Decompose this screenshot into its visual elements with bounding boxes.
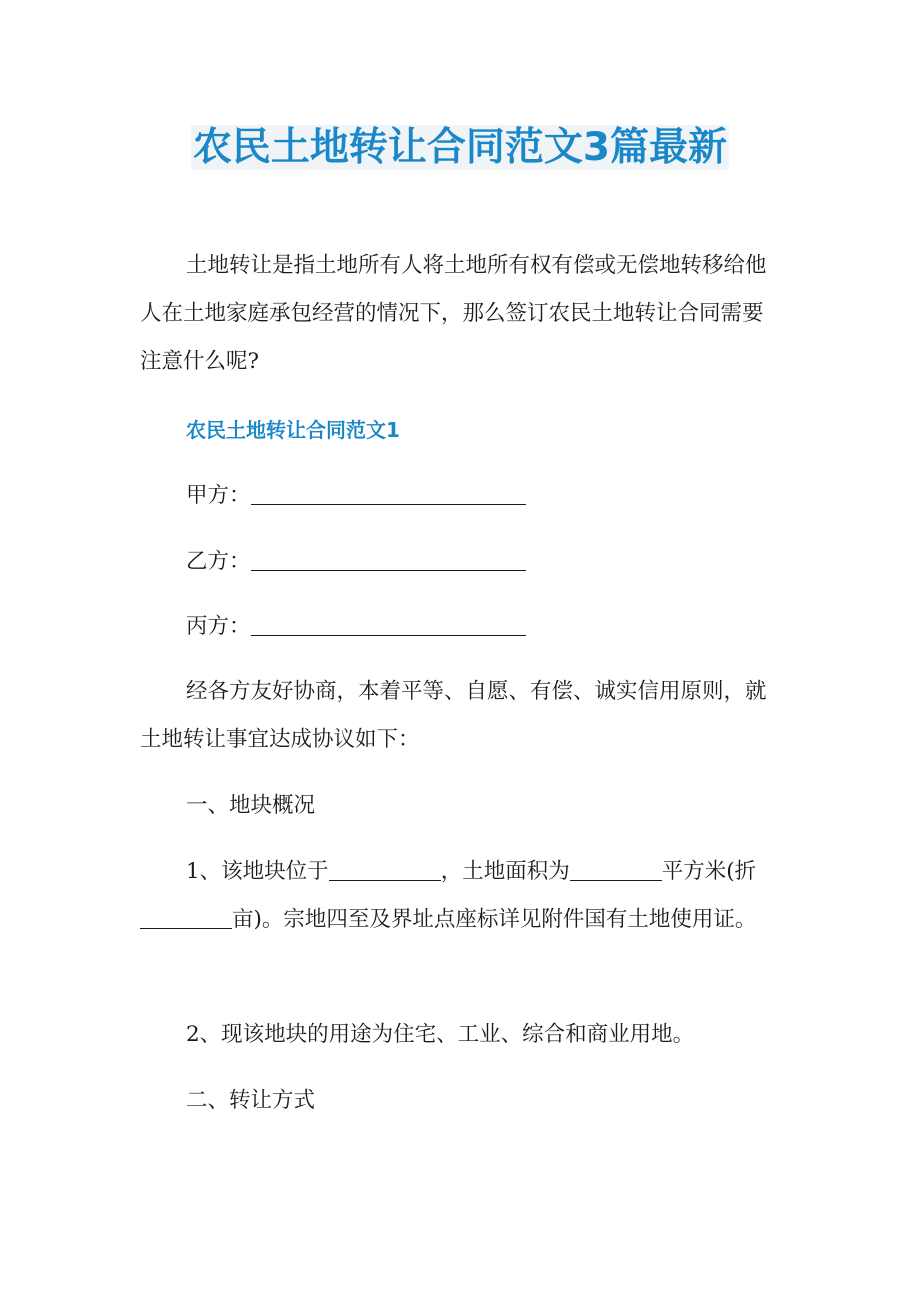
document-title xyxy=(0,118,920,178)
part1-heading: 一、地块概况 xyxy=(186,793,316,818)
party-c-blank xyxy=(251,613,526,636)
document-title-text: 农民土地转让合同范文3篇最新 xyxy=(192,125,728,170)
intro-paragraph: 土地转让是指土地所有人将土地所有权有偿或无偿地转移给他人在土地家庭承包经营的情况下，那么签订农民土地转让合同需要注意什么呢? xyxy=(140,253,767,374)
party-a-line xyxy=(140,472,780,520)
item1-area-blank xyxy=(570,858,662,881)
item1-prefix: 1、该地块位于 xyxy=(186,859,329,884)
section-heading: 农民土地转让合同范文1 xyxy=(186,418,400,442)
part2-heading: 二、转让方式 xyxy=(186,1088,316,1113)
party-c-label: 丙方： xyxy=(186,614,251,639)
item1-suffix: 亩)。宗地四至及界址点座标详见附件国有土地使用证。 xyxy=(232,907,757,932)
party-a-label: 甲方： xyxy=(186,483,251,508)
item1-mid2: 平方米(折 xyxy=(661,859,757,884)
item1-location-blank xyxy=(329,858,441,881)
party-a-blank xyxy=(251,482,526,505)
item2-paragraph: 2、现该地块的用途为住宅、工业、综合和商业用地。 xyxy=(186,1022,695,1047)
party-c-line xyxy=(140,603,780,651)
party-b-label: 乙方： xyxy=(186,549,251,574)
item1-mu-blank xyxy=(140,906,232,929)
consensus-paragraph: 经各方友好协商，本着平等、自愿、有偿、诚实信用原则，就土地转让事宜达成协议如下： xyxy=(140,679,767,752)
party-b-line xyxy=(140,538,780,586)
item1-mid1: ，土地面积为 xyxy=(440,859,570,884)
item1-paragraph xyxy=(140,848,780,944)
party-b-blank xyxy=(251,548,526,571)
